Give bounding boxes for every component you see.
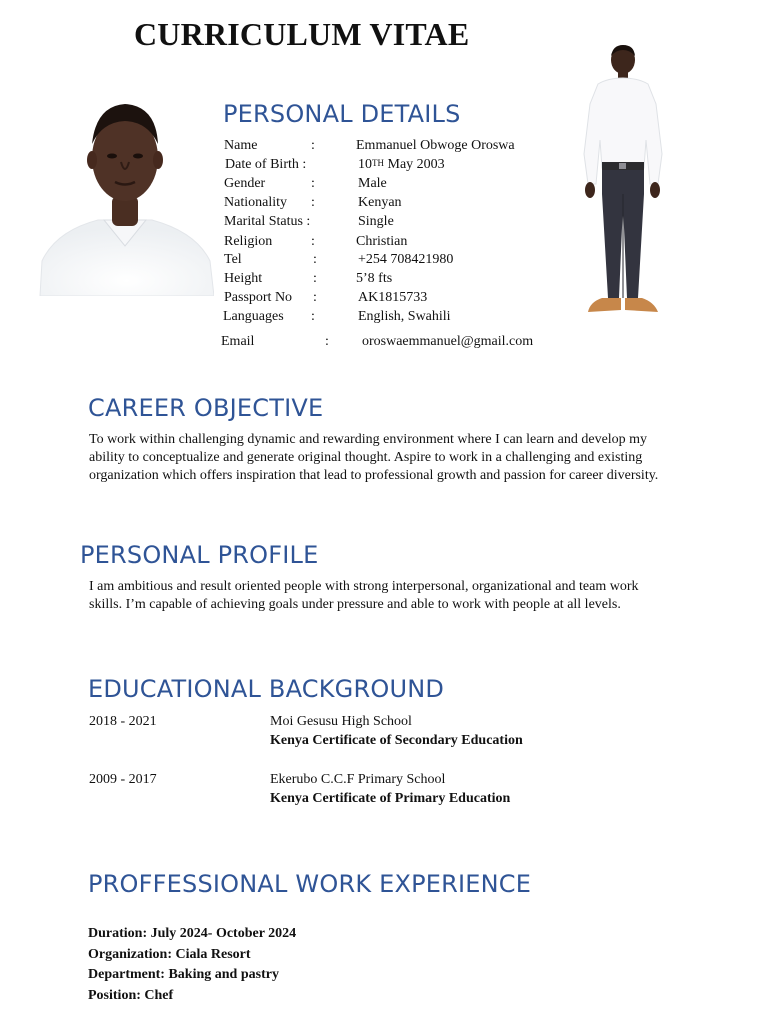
education-school: Moi Gesusu High School	[270, 714, 412, 729]
detail-label: Email	[221, 334, 255, 349]
education-years: 2009 - 2017	[89, 772, 157, 787]
detail-label: Nationality	[224, 195, 287, 210]
detail-value: English, Swahili	[358, 309, 451, 324]
detail-label: Languages	[223, 309, 284, 324]
detail-label: Marital Status :	[224, 214, 311, 229]
detail-colon: :	[313, 271, 317, 286]
education-certificate: Kenya Certificate of Secondary Education	[270, 733, 523, 748]
education-entry	[0, 712, 768, 752]
education-school: Ekerubo C.C.F Primary School	[270, 772, 446, 787]
detail-label: Name	[224, 138, 258, 153]
detail-label: Gender	[224, 176, 266, 191]
career-objective-heading: CAREER OBJECTIVE	[88, 394, 324, 422]
detail-colon: :	[311, 309, 315, 324]
detail-value: 5’8 fts	[356, 271, 393, 286]
work-experience-heading: PROFFESSIONAL WORK EXPERIENCE	[88, 870, 532, 898]
detail-colon: :	[325, 334, 329, 349]
education-certificate: Kenya Certificate of Primary Education	[270, 791, 511, 806]
headshot-photo	[36, 96, 214, 296]
detail-colon: :	[313, 290, 317, 305]
personal-profile-text: I am ambitious and result oriented people with strong interpersonal, organizational and team work skills. I’m capable of achieving goals under pressure and able to work with people at all levels.	[89, 579, 639, 612]
personal-details-heading: PERSONAL DETAILS	[223, 100, 461, 128]
detail-label: Height	[224, 271, 263, 286]
detail-colon: :	[311, 176, 315, 191]
work-position: Position: Chef	[88, 988, 174, 1003]
work-department: Department: Baking and pastry	[88, 967, 279, 982]
education-entry	[0, 770, 768, 810]
detail-value: Single	[358, 214, 394, 229]
education-years: 2018 - 2021	[89, 714, 157, 729]
work-organization: Organization: Ciala Resort	[88, 947, 251, 962]
detail-value	[358, 156, 445, 174]
detail-value: Male	[358, 176, 387, 191]
detail-label: Tel	[224, 252, 242, 267]
document-title: CURRICULUM VITAE	[134, 16, 470, 52]
dob-month-year: May 2003	[384, 157, 445, 172]
full-body-photo	[578, 44, 672, 324]
detail-label: Date of Birth :	[225, 157, 307, 172]
detail-value: oroswaemmanuel@gmail.com	[362, 334, 534, 349]
detail-colon: :	[311, 138, 315, 153]
detail-value: Emmanuel Obwoge Oroswa	[356, 138, 515, 153]
personal-profile-heading: PERSONAL PROFILE	[80, 541, 319, 569]
detail-colon: :	[311, 195, 315, 210]
work-duration: Duration: July 2024- October 2024	[88, 926, 297, 941]
education-heading: EDUCATIONAL BACKGROUND	[88, 675, 445, 703]
detail-colon: :	[311, 234, 315, 249]
detail-label: Religion	[224, 234, 273, 249]
dob-ordinal: TH	[372, 158, 384, 168]
detail-value: +254 708421980	[358, 252, 454, 267]
detail-label: Passport No	[224, 290, 293, 305]
detail-colon: :	[313, 252, 317, 267]
detail-value: Kenyan	[358, 195, 402, 210]
career-objective-text: To work within challenging dynamic and rewarding environment where I can learn and develop my ability to conceptualize and generate original thought. Aspire to work in a challenging and existing organization which offers inspiration that lead to professional growth and passion for career diversity.	[89, 432, 659, 483]
detail-value: Christian	[356, 234, 408, 249]
dob-day: 10	[358, 157, 372, 172]
detail-value: AK1815733	[358, 290, 428, 305]
